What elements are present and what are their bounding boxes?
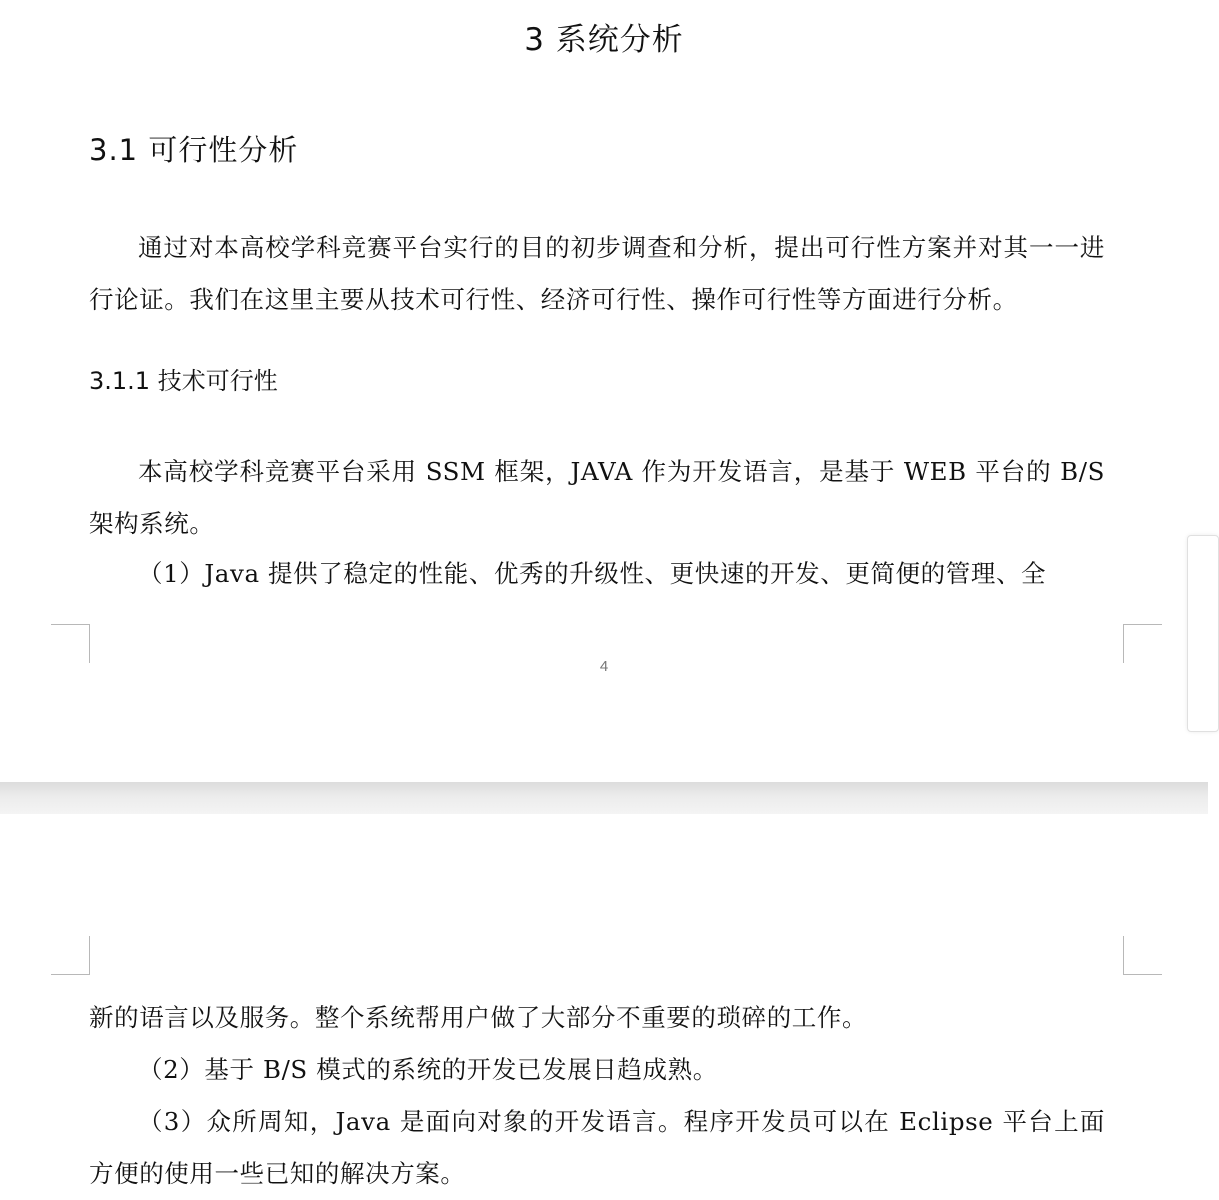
section-title: 3.1 可行性分析 <box>89 133 299 167</box>
page-number: 4 <box>599 658 609 675</box>
document-page-2 <box>0 814 1208 1188</box>
crop-mark-top-right <box>1123 936 1162 975</box>
subsection-title: 3.1.1 技术可行性 <box>89 367 278 395</box>
item-2: （2）基于 B/S 模式的系统的开发已发展日趋成熟。 <box>138 1055 718 1084</box>
page-gap <box>0 782 1208 814</box>
page-2-body <box>0 988 1208 1188</box>
item-1-start-line <box>0 560 1208 612</box>
side-panel-tab[interactable] <box>1187 535 1219 732</box>
item-1-start: （1）Java 提供了稳定的性能、优秀的升级性、更快速的开发、更简便的管理、全 <box>138 559 1047 588</box>
crop-mark-top-left <box>51 936 90 975</box>
paragraph-tech: 本高校学科竞赛平台采用 SSM 框架，JAVA 作为开发语言，是基于 WEB 平台的 B/S 架构系统。 <box>89 457 1105 538</box>
paragraph-intro: 通过对本高校学科竞赛平台实行的目的初步调查和分析，提出可行性方案并对其一一进行论证。我们在这里主要从技术可行性、经济可行性、操作可行性等方面进行分析。 <box>89 233 1105 314</box>
item-3: （3）众所周知，Java 是面向对象的开发语言。程序开发员可以在 Eclipse 平台上面方便的使用一些已知的解决方案。 <box>89 1107 1105 1188</box>
item-1-end: 新的语言以及服务。整个系统帮用户做了大部分不重要的琐碎的工作。 <box>89 1003 868 1032</box>
chapter-title: 3 系统分析 <box>524 22 684 58</box>
